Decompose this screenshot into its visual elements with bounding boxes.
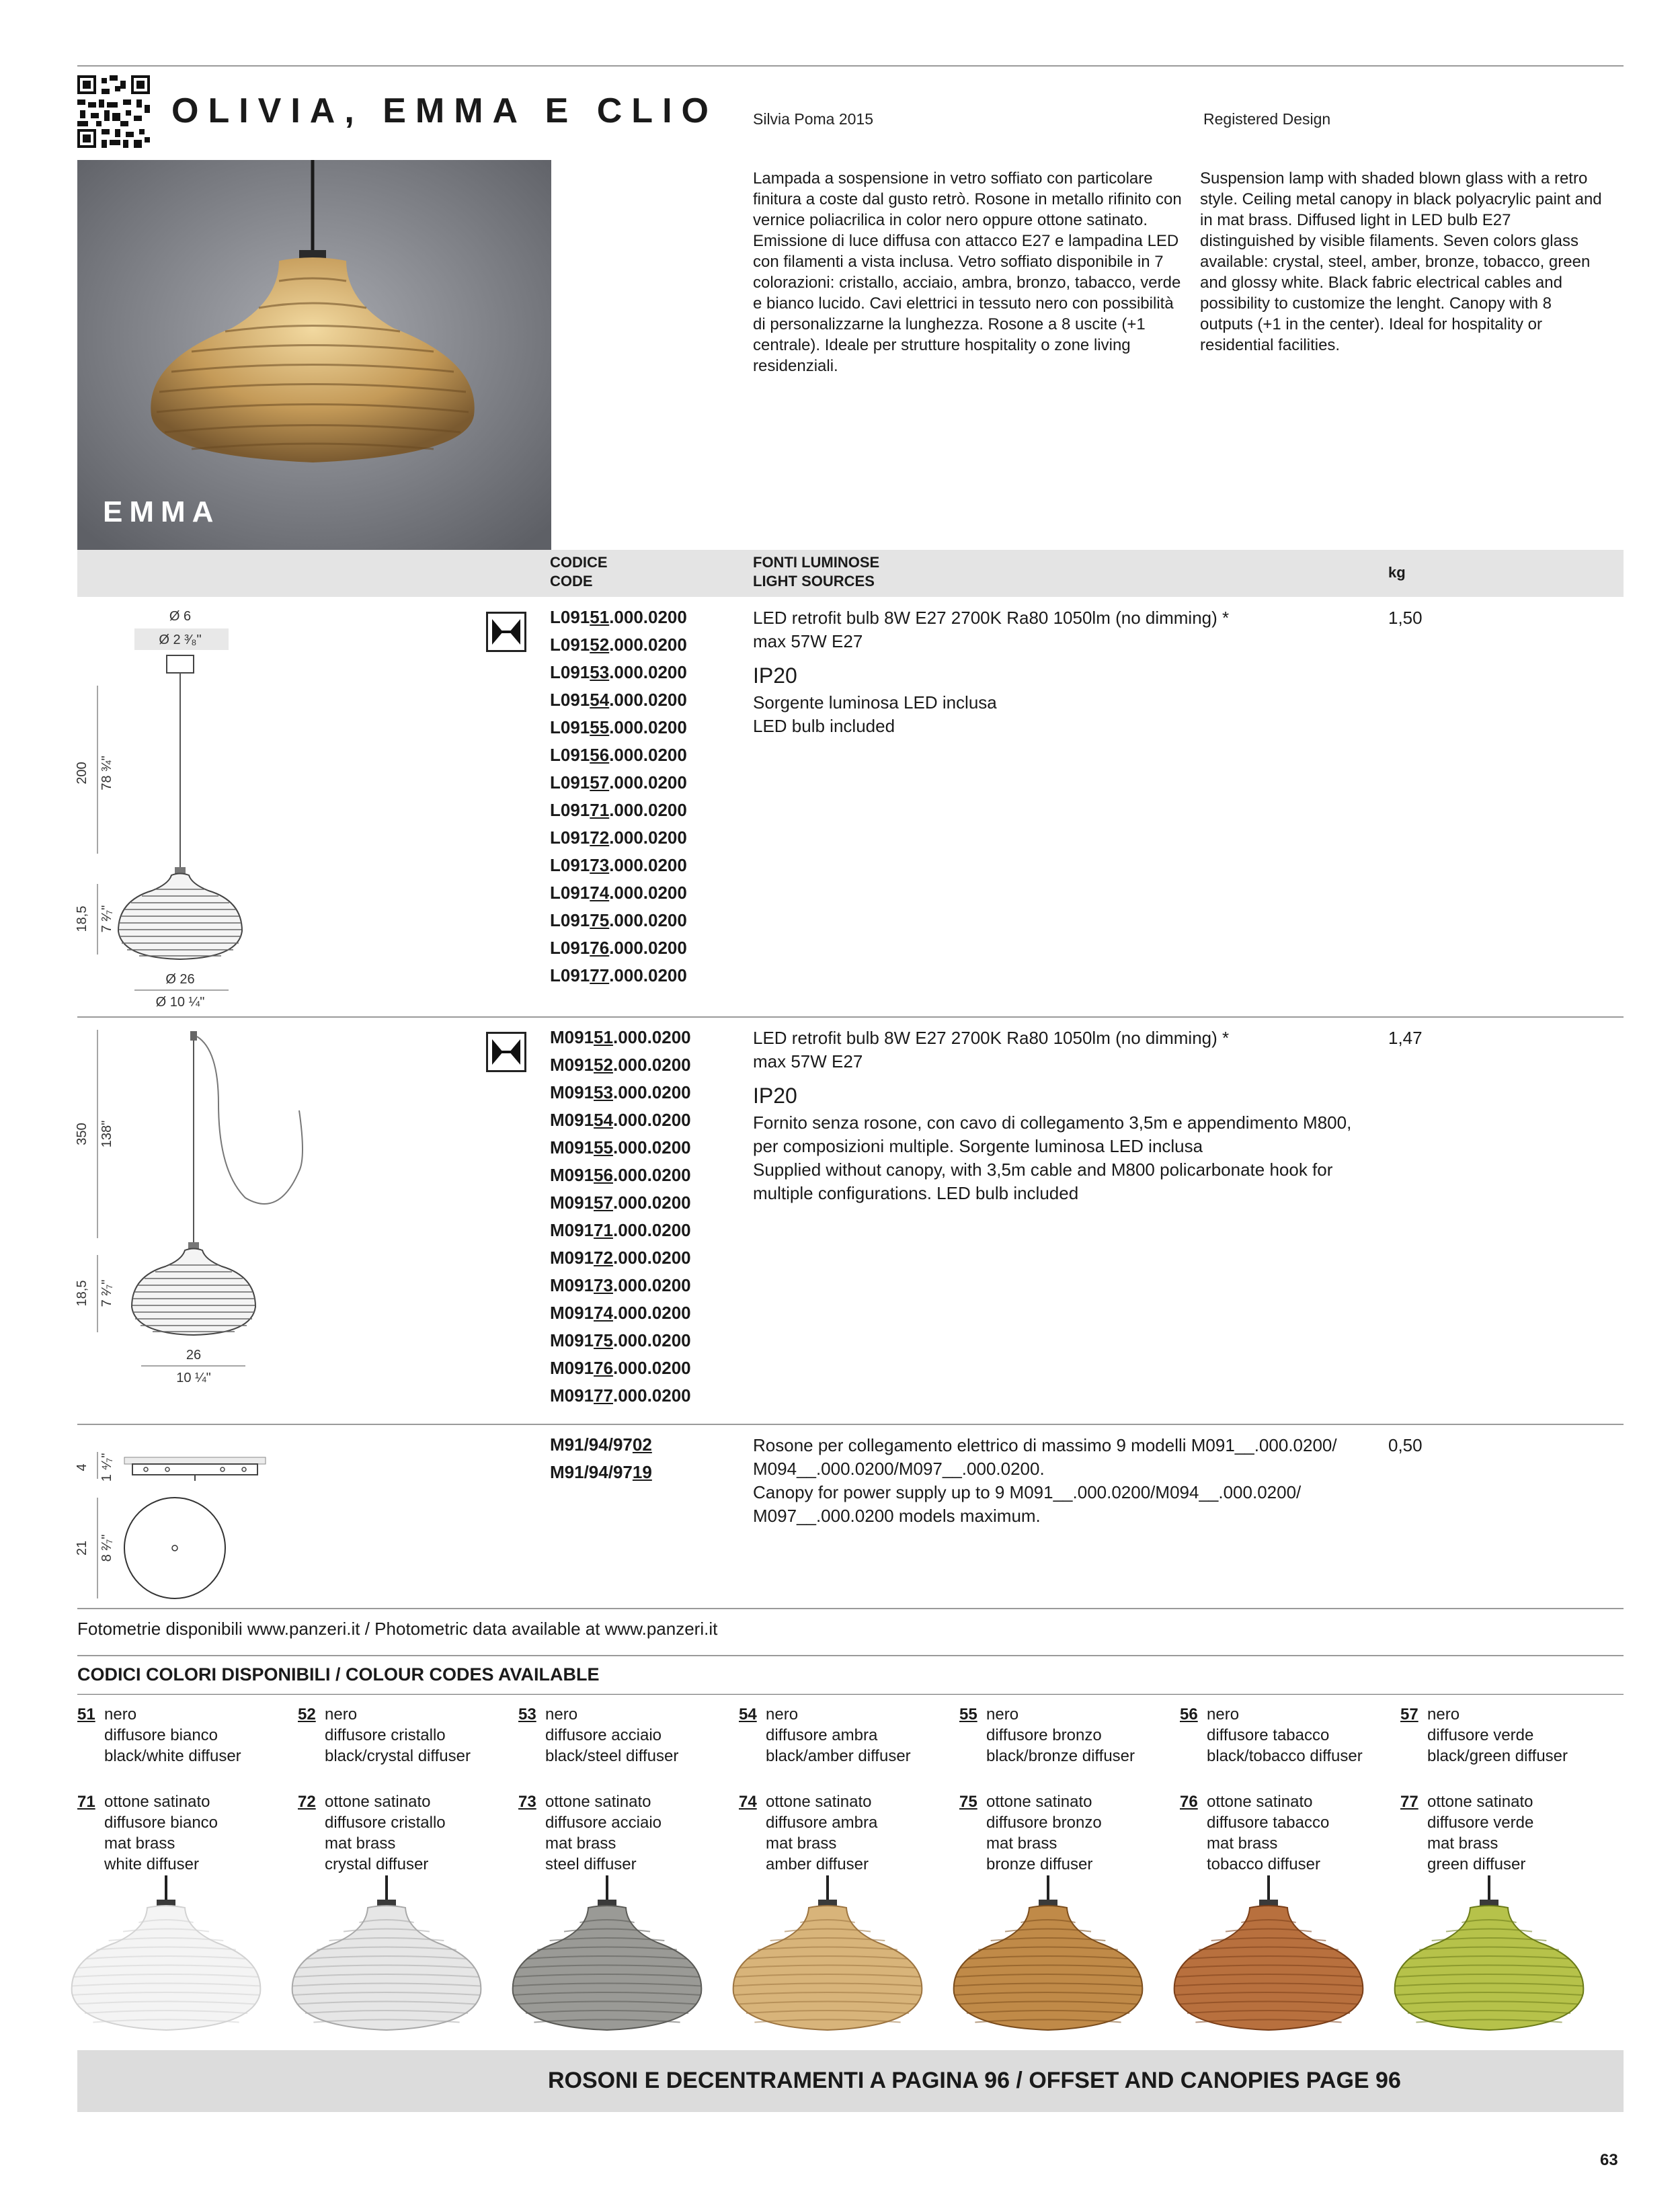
product-code: [550, 1244, 691, 1272]
code-suffix: .000.0200: [609, 662, 687, 682]
swatch-lamp-green: [1395, 1875, 1584, 2030]
product1-light-type-icon: [486, 612, 526, 652]
colour-code-56: [1180, 1704, 1363, 1767]
p2-note-2: per composizioni multiple. Sorgente luminosa LED inclusa: [753, 1136, 1203, 1156]
colour-code-line: diffusore bianco: [104, 1814, 218, 1832]
p1-top-diameter: Ø 6: [169, 609, 192, 624]
colour-code-line: nero: [766, 1705, 799, 1723]
colour-code-line: white diffuser: [104, 1855, 199, 1873]
colour-code-first-line: [518, 1704, 678, 1725]
description-en: Suspension lamp with shaded blown glass with a retro style. Ceiling metal canopy in black polyacrylic paint and in mat brass. Diffused light in LED bulb E27 distinguished by visible filaments. Seven colors glass available: crystal, steel, amber, bronze, tobacco, green and glossy white. Black fabric electrical cables and possibility to customize the lenght. Canopy with 8 outputs (+1 in the center). Ideal for hospitality or residential facilities.: [1200, 169, 1602, 354]
colour-code-line: black/bronze diffuser: [986, 1747, 1135, 1765]
code-colour: 56: [590, 745, 610, 765]
colour-code-line: mat brass: [104, 1834, 175, 1853]
p2-height-in: 138": [99, 1120, 114, 1148]
code-suffix: .000.0200: [609, 965, 687, 985]
colour-code-number: 53: [518, 1705, 536, 1723]
colour-code-number: 56: [1180, 1705, 1198, 1723]
code-suffix: .000.0200: [612, 1082, 691, 1102]
code-colour: 73: [594, 1275, 613, 1295]
colour-code-first-line: [959, 1791, 1102, 1812]
colour-code-line: mat brass: [766, 1834, 837, 1853]
code-colour: 71: [590, 800, 610, 820]
code-suffix: .000.0200: [612, 1385, 691, 1406]
code-suffix: .000.0200: [612, 1303, 691, 1323]
code-prefix: L091: [550, 635, 590, 655]
product-code: [550, 741, 687, 769]
code-colour: 54: [594, 1110, 613, 1130]
colour-code-number: 54: [739, 1705, 757, 1723]
colour-code-line: diffusore tabacco: [1207, 1814, 1330, 1832]
product1-dimension-drawing: [77, 602, 292, 1012]
code-colour: 52: [590, 635, 610, 655]
col-code-en: CODE: [550, 573, 593, 590]
colour-code-77: [1400, 1791, 1533, 1875]
code-suffix: .000.0200: [612, 1165, 691, 1185]
p3-height: 4: [75, 1463, 89, 1471]
product-code: [550, 1217, 691, 1244]
col-code-header: [550, 553, 608, 591]
colour-code-line: diffusore verde: [1427, 1726, 1534, 1744]
code-prefix: M091: [550, 1303, 594, 1323]
colour-code-line: amber diffuser: [766, 1855, 869, 1873]
colour-code-line: steel diffuser: [545, 1855, 637, 1873]
colour-code-line: diffusore cristallo: [325, 1726, 446, 1744]
code-prefix: L091: [550, 965, 590, 985]
colour-code-line: ottone satinato: [325, 1793, 431, 1811]
code-colour: 77: [594, 1385, 613, 1406]
colour-code-55: [959, 1704, 1135, 1767]
colour-swatches: [77, 1875, 1624, 2043]
code-colour: 56: [594, 1165, 613, 1185]
code-colour: 51: [594, 1027, 613, 1047]
swatch-lamp-steel: [513, 1875, 702, 2030]
swatch-lamp-tobacco: [1174, 1875, 1363, 2030]
code-suffix: .000.0200: [609, 607, 687, 627]
code-suffix: .000.0200: [612, 1275, 691, 1295]
colour-code-line: nero: [104, 1705, 137, 1723]
colour-code-first-line: [298, 1704, 471, 1725]
code-colour: 73: [590, 855, 610, 875]
colour-code-line: black/green diffuser: [1427, 1747, 1568, 1765]
product-code: [550, 1162, 691, 1189]
product-code: [550, 1431, 652, 1459]
code-colour: 52: [594, 1055, 613, 1075]
colour-code-line: diffusore bianco: [104, 1726, 218, 1744]
p3-note-1: Rosone per collegamento elettrico di massimo 9 modelli M091__.000.0200/: [753, 1435, 1337, 1455]
colour-code-line: diffusore acciaio: [545, 1726, 662, 1744]
colour-code-line: diffusore tabacco: [1207, 1726, 1330, 1744]
colour-code-line: tobacco diffuser: [1207, 1855, 1320, 1873]
colour-code-number: 72: [298, 1793, 316, 1811]
code-colour: 72: [590, 827, 610, 848]
product-code: [550, 1134, 691, 1162]
colour-code-line: ottone satinato: [104, 1793, 210, 1811]
col-sources-header: [753, 553, 879, 591]
colour-code-line: ottone satinato: [986, 1793, 1092, 1811]
code-suffix: .000.0200: [612, 1027, 691, 1047]
code-prefix: L091: [550, 938, 590, 958]
product3-description: [753, 1434, 1385, 1528]
colour-code-73: [518, 1791, 662, 1875]
code-suffix: .000.0200: [612, 1220, 691, 1240]
code-suffix: .000.0200: [609, 717, 687, 737]
product-code: [550, 1354, 691, 1382]
p2-glass-height: 18,5: [75, 1280, 89, 1307]
design-note: Registered Design: [1203, 110, 1331, 128]
code-prefix: M091: [550, 1192, 594, 1213]
colour-code-line: nero: [1427, 1705, 1460, 1723]
code-prefix: M091: [550, 1027, 594, 1047]
code-suffix: .000.0200: [609, 690, 687, 710]
col-code-it: CODICE: [550, 554, 608, 571]
code-colour: 53: [590, 662, 610, 682]
colour-code-line: black/amber diffuser: [766, 1747, 911, 1765]
p1-source-line1: LED retrofit bulb 8W E27 2700K Ra80 1050lm (no dimming) *: [753, 608, 1230, 628]
swatch-lamp-amber: [733, 1875, 922, 2030]
code-colour: 75: [590, 910, 610, 930]
code-colour: 74: [590, 883, 610, 903]
swatch-lamp-crystal: [292, 1875, 481, 2030]
code-suffix: .000.0200: [612, 1248, 691, 1268]
product-code: [550, 769, 687, 797]
p1-source-line2: max 57W E27: [753, 631, 863, 651]
product-code: [550, 604, 687, 631]
product-code: [550, 934, 687, 962]
description-it: Lampada a sospensione in vetro soffiato con particolare finitura a coste dal gusto retrò. Rosone in metallo rifinito con vernice poliacrilica in color nero oppure ottone satinato. Emissione di luce diffusa con attacco E27 e lampadina LED con filamenti a vista inclusa. Vetro soffiato disponibile in 7 colorazioni: cristallo, acciaio, ambra, bronzo, tabacco, verde e bianco lucido. Cavi elettrici in tessuto nero con possibilità di personalizzarne la lunghezza. Rosone a 8 uscite (+1 centrale). Ideale per strutture hospitality o zone living residenziali.: [753, 169, 1182, 375]
code-prefix: L091: [550, 800, 590, 820]
colour-code-line: ottone satinato: [545, 1793, 651, 1811]
code-suffix: .000.0200: [609, 800, 687, 820]
rule-colour-title: [77, 1694, 1624, 1695]
code-suffix: .000.0200: [612, 1358, 691, 1378]
code-prefix: L091: [550, 827, 590, 848]
product-code: [550, 852, 687, 879]
colour-code-first-line: [77, 1791, 218, 1812]
colour-code-first-line: [77, 1704, 241, 1725]
product-code: [550, 1079, 691, 1106]
product-code: [550, 631, 687, 659]
p1-ip-rating: IP20: [753, 663, 797, 688]
code-suffix: .000.0200: [609, 772, 687, 793]
colour-code-first-line: [959, 1704, 1135, 1725]
code-prefix: L091: [550, 772, 590, 793]
code-suffix: .000.0200: [612, 1055, 691, 1075]
col-kg-header: kg: [1388, 564, 1406, 581]
p1-glass-height: 18,5: [75, 905, 89, 932]
colour-code-first-line: [1400, 1704, 1568, 1725]
hero-lamp-photo: [77, 160, 551, 550]
swatch-lamp-white: [72, 1875, 261, 2030]
colour-code-line: diffusore cristallo: [325, 1814, 446, 1832]
qr-code-icon: [77, 75, 150, 148]
code-prefix: M91/94/97: [550, 1434, 633, 1455]
code-colour: 76: [594, 1358, 613, 1378]
product-code: [550, 1382, 691, 1410]
colour-code-line: diffusore bronzo: [986, 1726, 1102, 1744]
p2-note-4: multiple configurations. LED bulb included: [753, 1183, 1079, 1203]
colour-code-first-line: [1180, 1791, 1329, 1812]
colour-code-57: [1400, 1704, 1568, 1767]
code-prefix: M091: [550, 1275, 594, 1295]
code-colour: 53: [594, 1082, 613, 1102]
code-colour: 54: [590, 690, 610, 710]
code-suffix: .000.0200: [609, 938, 687, 958]
page-number: 63: [1600, 2151, 1618, 2169]
colour-code-first-line: [518, 1791, 662, 1812]
product-code: [550, 714, 687, 741]
p1-height-in: 78 ¾": [99, 756, 114, 790]
product-code: [550, 907, 687, 934]
colour-code-53: [518, 1704, 678, 1767]
code-prefix: M091: [550, 1137, 594, 1158]
product-code: [550, 962, 687, 989]
code-prefix: M091: [550, 1358, 594, 1378]
code-prefix: M091: [550, 1385, 594, 1406]
p2-note-3: Supplied without canopy, with 3,5m cable and M800 policarbonate hook for: [753, 1160, 1333, 1180]
colour-code-line: diffusore verde: [1427, 1814, 1534, 1832]
code-suffix: .000.0200: [609, 855, 687, 875]
colour-code-line: crystal diffuser: [325, 1855, 429, 1873]
product3-weight: 0,50: [1388, 1435, 1423, 1455]
product-code: [550, 1051, 691, 1079]
p2-bottom-diameter: 26: [186, 1348, 202, 1363]
colour-code-line: green diffuser: [1427, 1855, 1526, 1873]
p1-note-2: LED bulb included: [753, 716, 895, 736]
colour-code-line: diffusore acciaio: [545, 1814, 662, 1832]
colour-code-line: ottone satinato: [1427, 1793, 1533, 1811]
colour-code-first-line: [739, 1791, 877, 1812]
p1-bottom-diameter-in: Ø 10 ¼": [155, 995, 205, 1010]
colour-code-number: 51: [77, 1705, 95, 1723]
code-suffix: .000.0200: [612, 1192, 691, 1213]
product-code: [550, 824, 687, 852]
code-colour: 71: [594, 1220, 613, 1240]
product-code: [550, 797, 687, 824]
code-colour: 02: [632, 1434, 652, 1455]
code-prefix: M091: [550, 1220, 594, 1240]
p3-diameter-in: 8 ²⁄₇": [99, 1534, 114, 1562]
code-prefix: M091: [550, 1110, 594, 1130]
code-prefix: L091: [550, 662, 590, 682]
colour-code-number: 74: [739, 1793, 757, 1811]
colour-code-75: [959, 1791, 1102, 1875]
colour-code-number: 73: [518, 1793, 536, 1811]
code-colour: 77: [590, 965, 610, 985]
colour-code-54: [739, 1704, 911, 1767]
product-title: OLIVIA, EMMA E CLIO: [171, 91, 718, 130]
rule-product1: [77, 1016, 1624, 1018]
code-suffix: .000.0200: [612, 1137, 691, 1158]
colour-code-number: 76: [1180, 1793, 1198, 1811]
colour-code-number: 71: [77, 1793, 95, 1811]
code-suffix: .000.0200: [612, 1110, 691, 1130]
product-code: [550, 1106, 691, 1134]
p3-note-2: M094__.000.0200/M097__.000.0200.: [753, 1459, 1045, 1479]
code-prefix: L091: [550, 910, 590, 930]
colour-code-line: nero: [986, 1705, 1019, 1723]
p2-ip-rating: IP20: [753, 1084, 797, 1108]
code-colour: 55: [590, 717, 610, 737]
code-colour: 76: [590, 938, 610, 958]
colour-code-first-line: [1180, 1704, 1363, 1725]
code-prefix: L091: [550, 690, 590, 710]
photometric-note: Fotometrie disponibili www.panzeri.it / Photometric data available at www.panzeri.it: [77, 1619, 718, 1639]
colour-code-line: nero: [545, 1705, 578, 1723]
code-suffix: .000.0200: [609, 635, 687, 655]
rule-photometric: [77, 1655, 1624, 1656]
footer-banner-text: ROSONI E DECENTRAMENTI A PAGINA 96 / OFFSET AND CANOPIES PAGE 96: [548, 2068, 1401, 2093]
colour-code-first-line: [298, 1791, 446, 1812]
colour-code-first-line: [1400, 1791, 1533, 1812]
p1-top-diameter-in: Ø 2 ³⁄₈": [159, 633, 202, 647]
code-suffix: .000.0200: [612, 1330, 691, 1350]
code-prefix: L091: [550, 717, 590, 737]
hero-label: EMMA: [103, 495, 221, 528]
code-colour: 55: [594, 1137, 613, 1158]
code-colour: 75: [594, 1330, 613, 1350]
p1-note-1: Sorgente luminosa LED inclusa: [753, 692, 997, 713]
colour-code-line: ottone satinato: [766, 1793, 872, 1811]
colour-code-51: [77, 1704, 241, 1767]
colour-code-first-line: [739, 1704, 911, 1725]
colour-code-line: diffusore bronzo: [986, 1814, 1102, 1832]
code-suffix: .000.0200: [609, 745, 687, 765]
colour-code-74: [739, 1791, 877, 1875]
product-code: [550, 1189, 691, 1217]
code-colour: 19: [632, 1462, 652, 1482]
colour-code-line: black/crystal diffuser: [325, 1747, 471, 1765]
p3-note-3: Canopy for power supply up to 9 M091__.000.0200/M094__.000.0200/: [753, 1482, 1302, 1502]
p3-diameter: 21: [75, 1540, 89, 1556]
colour-code-line: ottone satinato: [1207, 1793, 1313, 1811]
colour-code-line: mat brass: [545, 1834, 616, 1853]
product-code: [550, 659, 687, 686]
col-sources-it: FONTI LUMINOSE: [753, 554, 880, 571]
code-suffix: .000.0200: [609, 827, 687, 848]
p1-glass-height-in: 7 ²⁄₇": [99, 905, 114, 933]
p3-height-in: 1 ⁴⁄₇": [99, 1453, 114, 1482]
product1-sources: [753, 606, 1345, 738]
colour-code-line: black/steel diffuser: [545, 1747, 679, 1765]
colour-codes-title: CODICI COLORI DISPONIBILI / COLOUR CODES AVAILABLE: [77, 1664, 600, 1685]
code-prefix: M091: [550, 1330, 594, 1350]
colour-code-line: mat brass: [1207, 1834, 1278, 1853]
product2-weight: 1,47: [1388, 1028, 1423, 1048]
code-prefix: L091: [550, 745, 590, 765]
code-colour: 51: [590, 607, 610, 627]
product-code: [550, 879, 687, 907]
colour-code-line: mat brass: [1427, 1834, 1498, 1853]
code-prefix: M091: [550, 1248, 594, 1268]
colour-code-number: 57: [1400, 1705, 1418, 1723]
colour-code-number: 52: [298, 1705, 316, 1723]
swatch-lamp-bronze: [954, 1875, 1143, 2030]
colour-code-line: diffusore ambra: [766, 1726, 878, 1744]
code-colour: 72: [594, 1248, 613, 1268]
code-colour: 57: [594, 1192, 613, 1213]
top-rule: [77, 65, 1624, 67]
code-prefix: L091: [550, 883, 590, 903]
product-code: [550, 1327, 691, 1354]
p2-bottom-diameter-in: 10 ¼": [176, 1371, 211, 1385]
colour-code-line: mat brass: [325, 1834, 396, 1853]
colour-code-line: nero: [325, 1705, 358, 1723]
colour-code-52: [298, 1704, 471, 1767]
product1-weight: 1,50: [1388, 608, 1423, 628]
code-prefix: M091: [550, 1082, 594, 1102]
p1-height: 200: [75, 762, 89, 784]
product3-code-list: [550, 1431, 652, 1486]
code-prefix: L091: [550, 607, 590, 627]
product-code: [550, 1024, 691, 1051]
p1-bottom-diameter: Ø 26: [165, 972, 195, 987]
code-colour: 57: [590, 772, 610, 793]
product2-light-type-icon: [486, 1032, 526, 1072]
colour-code-71: [77, 1791, 218, 1875]
code-suffix: .000.0200: [609, 883, 687, 903]
colour-code-number: 75: [959, 1793, 977, 1811]
p3-note-4: M097__.000.0200 models maximum.: [753, 1506, 1041, 1526]
colour-code-line: nero: [1207, 1705, 1240, 1723]
code-prefix: M091: [550, 1055, 594, 1075]
colour-code-72: [298, 1791, 446, 1875]
product-code: [550, 686, 687, 714]
code-prefix: M091: [550, 1165, 594, 1185]
col-sources-en: LIGHT SOURCES: [753, 573, 875, 590]
p2-source-line2: max 57W E27: [753, 1051, 863, 1071]
product3-canopy-drawing: [77, 1430, 292, 1612]
colour-code-line: diffusore ambra: [766, 1814, 878, 1832]
p2-note-1: Fornito senza rosone, con cavo di collegamento 3,5m e appendimento M800,: [753, 1112, 1352, 1133]
colour-code-line: black/tobacco diffuser: [1207, 1747, 1363, 1765]
p2-height: 350: [75, 1123, 89, 1145]
code-prefix: M91/94/97: [550, 1462, 633, 1482]
code-prefix: L091: [550, 855, 590, 875]
p2-glass-height-in: 7 ²⁄₇": [99, 1279, 114, 1307]
p2-source-line1: LED retrofit bulb 8W E27 2700K Ra80 1050lm (no dimming) *: [753, 1028, 1230, 1048]
product2-code-list: [550, 1024, 691, 1410]
product-code: [550, 1299, 691, 1327]
colour-code-number: 55: [959, 1705, 977, 1723]
colour-code-line: black/white diffuser: [104, 1747, 241, 1765]
rule-product2: [77, 1424, 1624, 1425]
colour-code-line: mat brass: [986, 1834, 1057, 1853]
colour-code-number: 77: [1400, 1793, 1418, 1811]
footer-banner: [77, 2050, 1624, 2112]
product1-code-list: [550, 604, 687, 989]
product2-dimension-drawing: [77, 1023, 360, 1400]
colour-code-76: [1180, 1791, 1329, 1875]
colour-code-line: bronze diffuser: [986, 1855, 1093, 1873]
designer: Silvia Poma 2015: [753, 110, 873, 128]
product-code: [550, 1459, 652, 1486]
product2-sources: [753, 1026, 1371, 1205]
code-colour: 74: [594, 1303, 613, 1323]
rule-product3: [77, 1608, 1624, 1609]
product-code: [550, 1272, 691, 1299]
code-suffix: .000.0200: [609, 910, 687, 930]
